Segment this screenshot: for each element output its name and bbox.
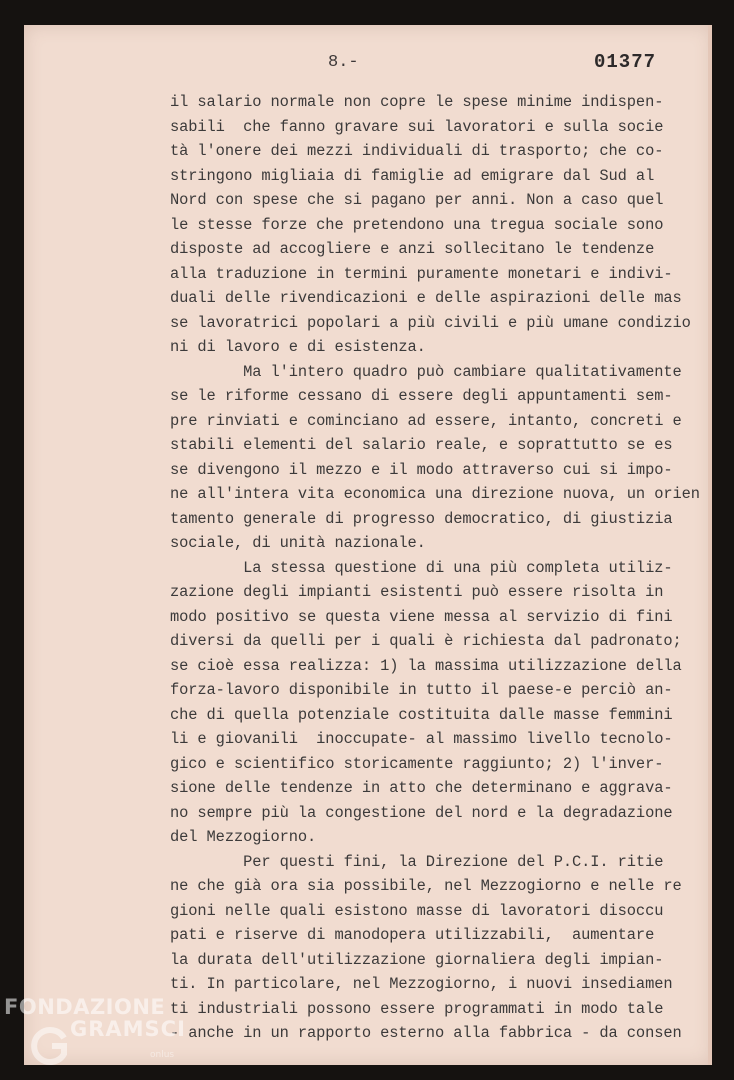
text-line: forza-lavoro disponibile in tutto il paese-e perciò an- — [170, 681, 673, 699]
watermark-line-1: FONDAZIONE — [4, 995, 166, 1019]
watermark-subtitle: onlus — [150, 1050, 175, 1060]
text-line: la durata dell'utilizzazione giornaliera degli impian- — [170, 950, 664, 969]
text-line: se lavoratrici popolari a più civili e più umane condizio — [170, 313, 691, 332]
text-line: ne all'intera vita economica una direzione nuova, un orien — [170, 485, 700, 503]
text-line: se divengono il mezzo e il modo attraverso cui si impo- — [170, 460, 673, 479]
text-line: ti. In particolare, nel Mezzogiorno, i nuovi insediamen — [170, 975, 673, 993]
text-line: pati e riserve di manodopera utilizzabili, aumentare — [170, 926, 655, 944]
text-line: Ma l'intero quadro può cambiare qualitativamente — [170, 362, 682, 381]
text-line: Per questi fini, la Direzione del P.C.I. ritie — [170, 852, 664, 871]
watermark-line-2: GRAMSCI — [70, 1017, 186, 1041]
document-page — [24, 25, 712, 1065]
text-line: gioni nelle quali esistono masse di lavoratori disoccu — [170, 901, 664, 920]
text-line: Nord con spese che si pagano per anni. Non a caso quel — [170, 191, 664, 209]
page-edge — [708, 25, 712, 1065]
text-line: tà l'onere dei mezzi individuali di trasporto; che co- — [170, 142, 664, 160]
text-line: che di quella potenziale costituita dalle masse femmini — [170, 705, 673, 724]
text-line: del Mezzogiorno. — [170, 828, 317, 846]
text-line: le stesse forze che pretendono una tregua sociale sono — [170, 215, 664, 234]
text-line: pre rinviati e cominciano ad essere, intanto, concreti e — [170, 411, 682, 430]
watermark-logo-icon — [30, 1026, 70, 1066]
text-line: tamento generale di progresso democratico, di giustizia — [170, 509, 673, 528]
text-line: disposte ad accogliere e anzi sollecitano le tendenze — [170, 240, 655, 258]
text-line: modo positivo se questa viene messa al servizio di fini — [170, 607, 673, 626]
text-line: sociale, di unità nazionale. — [170, 534, 426, 552]
text-line: duali delle rivendicazioni e delle aspirazioni delle mas — [170, 289, 682, 307]
text-line: gico e scientifico storicamente raggiunto; 2) l'inver- — [170, 754, 664, 773]
text-line: stringono migliaia di famiglie ad emigrare dal Sud al — [170, 166, 655, 185]
text-line: ti industriali possono essere programmati in modo tale — [170, 999, 664, 1018]
text-line: sione delle tendenze in atto che determinano e aggrava- — [170, 779, 673, 797]
typewritten-body-text — [170, 90, 700, 1046]
text-line: La stessa questione di una più completa utiliz- — [170, 558, 673, 577]
text-line: - anche in un rapporto esterno alla fabbrica - da consen — [170, 1024, 682, 1042]
page-number: 8.- — [328, 53, 359, 72]
text-line: stabili elementi del salario reale, e soprattutto se es — [170, 436, 673, 454]
document-id-stamp: 01377 — [594, 51, 657, 73]
text-line: li e giovanili inoccupate- al massimo livello tecnolo- — [170, 730, 673, 748]
text-line: se le riforme cessano di essere degli appuntamenti sem- — [170, 387, 673, 405]
text-line: se cioè essa realizza: 1) la massima utilizzazione della — [170, 656, 682, 675]
text-line: il salario normale non copre le spese minime indispen- — [170, 93, 664, 111]
text-line: ne che già ora sia possibile, nel Mezzogiorno e nelle re — [170, 877, 682, 895]
text-line: no sempre più la congestione del nord e la degradazione — [170, 803, 673, 822]
text-line: zazione degli impianti esistenti può essere risolta in — [170, 583, 664, 601]
text-line: sabili che fanno gravare sui lavoratori e sulla socie — [170, 117, 664, 136]
text-line: diversi da quelli per i quali è richiesta dal padronato; — [170, 632, 682, 650]
text-line: alla traduzione in termini puramente monetari e indivi- — [170, 264, 673, 283]
text-line: ni di lavoro e di esistenza. — [170, 338, 426, 356]
